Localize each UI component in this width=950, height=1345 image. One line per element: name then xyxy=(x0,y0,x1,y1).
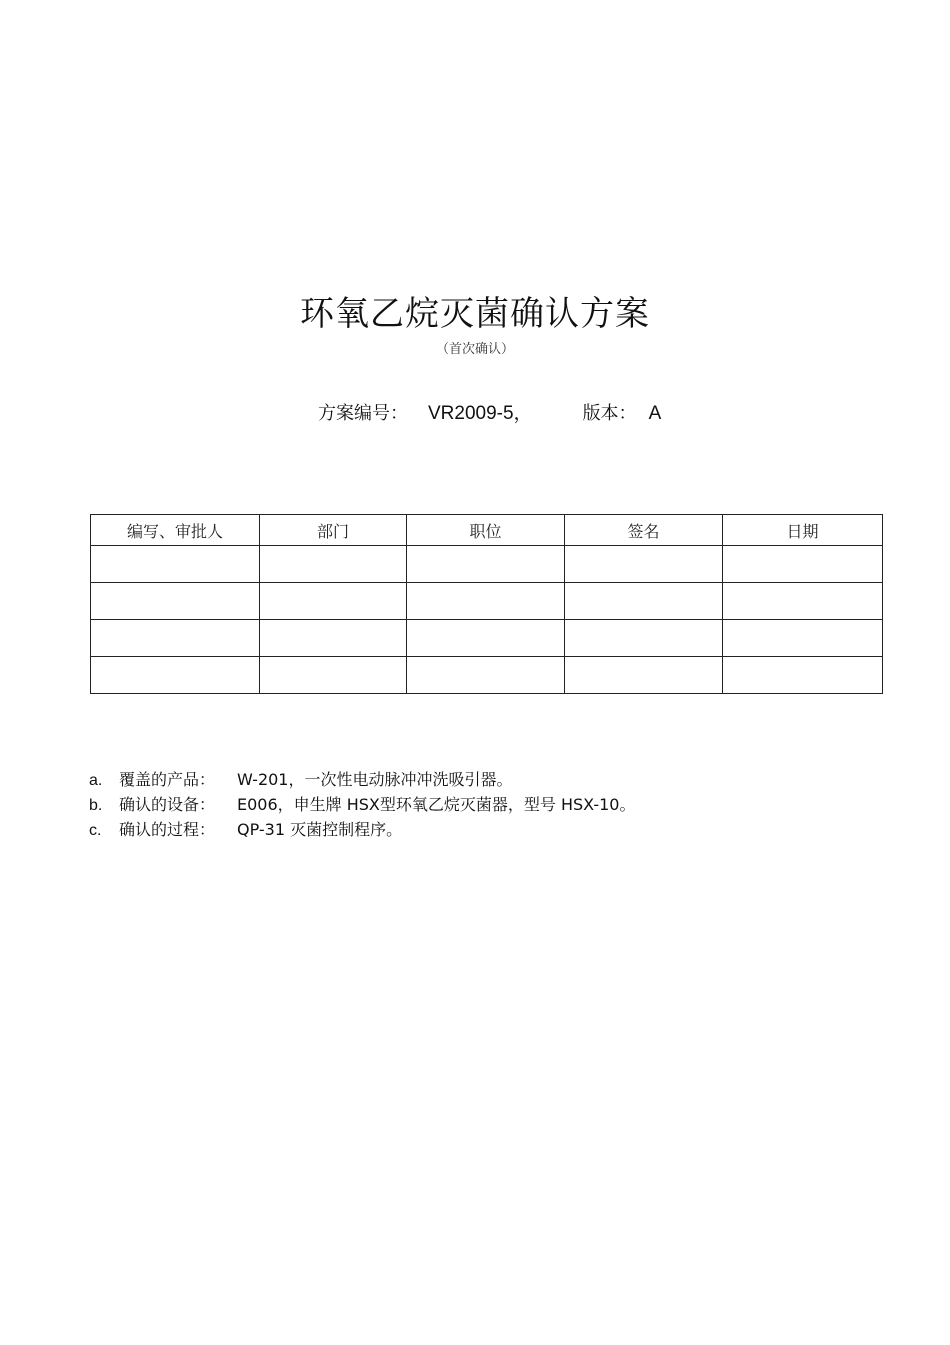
header-department: 部门 xyxy=(260,515,407,546)
header-position: 职位 xyxy=(407,515,565,546)
document-subtitle: （首次确认） xyxy=(435,342,514,357)
table-cell xyxy=(91,620,260,657)
table-cell xyxy=(723,583,883,620)
protocol-info xyxy=(318,401,661,427)
list-marker: b. xyxy=(89,797,103,814)
version-value: A xyxy=(648,403,662,424)
table-cell xyxy=(260,546,407,583)
table-cell xyxy=(91,546,260,583)
table-row xyxy=(91,620,883,657)
table-row xyxy=(91,657,883,694)
table-cell xyxy=(723,620,883,657)
list-marker: c. xyxy=(89,822,102,839)
version-label: 版本： xyxy=(582,403,637,424)
list-item xyxy=(89,768,635,793)
list-item-label: 确认的设备： xyxy=(119,795,216,814)
table-cell xyxy=(565,657,723,694)
table-cell xyxy=(407,657,565,694)
list-item-text: QP-31 灭菌控制程序。 xyxy=(237,820,403,839)
header-author-approver: 编写、审批人 xyxy=(91,515,260,546)
table-cell xyxy=(407,620,565,657)
list-item-label: 覆盖的产品： xyxy=(119,770,216,789)
list-marker: a. xyxy=(89,772,103,789)
protocol-number: VR2009-5， xyxy=(428,403,533,424)
list-item-text: W-201，一次性电动脉冲冲洗吸引器。 xyxy=(237,770,513,789)
table-cell xyxy=(565,546,723,583)
table-cell xyxy=(260,620,407,657)
approval-table xyxy=(90,514,883,694)
table-cell xyxy=(91,657,260,694)
header-signature: 签名 xyxy=(565,515,723,546)
table-cell xyxy=(407,583,565,620)
header-date: 日期 xyxy=(723,515,883,546)
document-title: 环氧乙烷灭菌确认方案 xyxy=(300,294,650,334)
table-cell xyxy=(723,546,883,583)
approval-table-header xyxy=(91,515,883,546)
table-cell xyxy=(565,620,723,657)
list-item xyxy=(89,793,635,818)
protocol-number-label: 方案编号： xyxy=(318,403,408,424)
table-cell xyxy=(407,546,565,583)
table-row xyxy=(91,583,883,620)
table-row xyxy=(91,546,883,583)
table-cell xyxy=(565,583,723,620)
table-cell xyxy=(723,657,883,694)
table-cell xyxy=(260,657,407,694)
list-item xyxy=(89,818,635,843)
table-cell xyxy=(260,583,407,620)
table-cell xyxy=(91,583,260,620)
list-item-label: 确认的过程： xyxy=(119,820,216,839)
scope-list xyxy=(89,768,635,843)
list-item-text: E006，申生牌 HSX型环氧乙烷灭菌器，型号 HSX-10。 xyxy=(237,795,636,814)
